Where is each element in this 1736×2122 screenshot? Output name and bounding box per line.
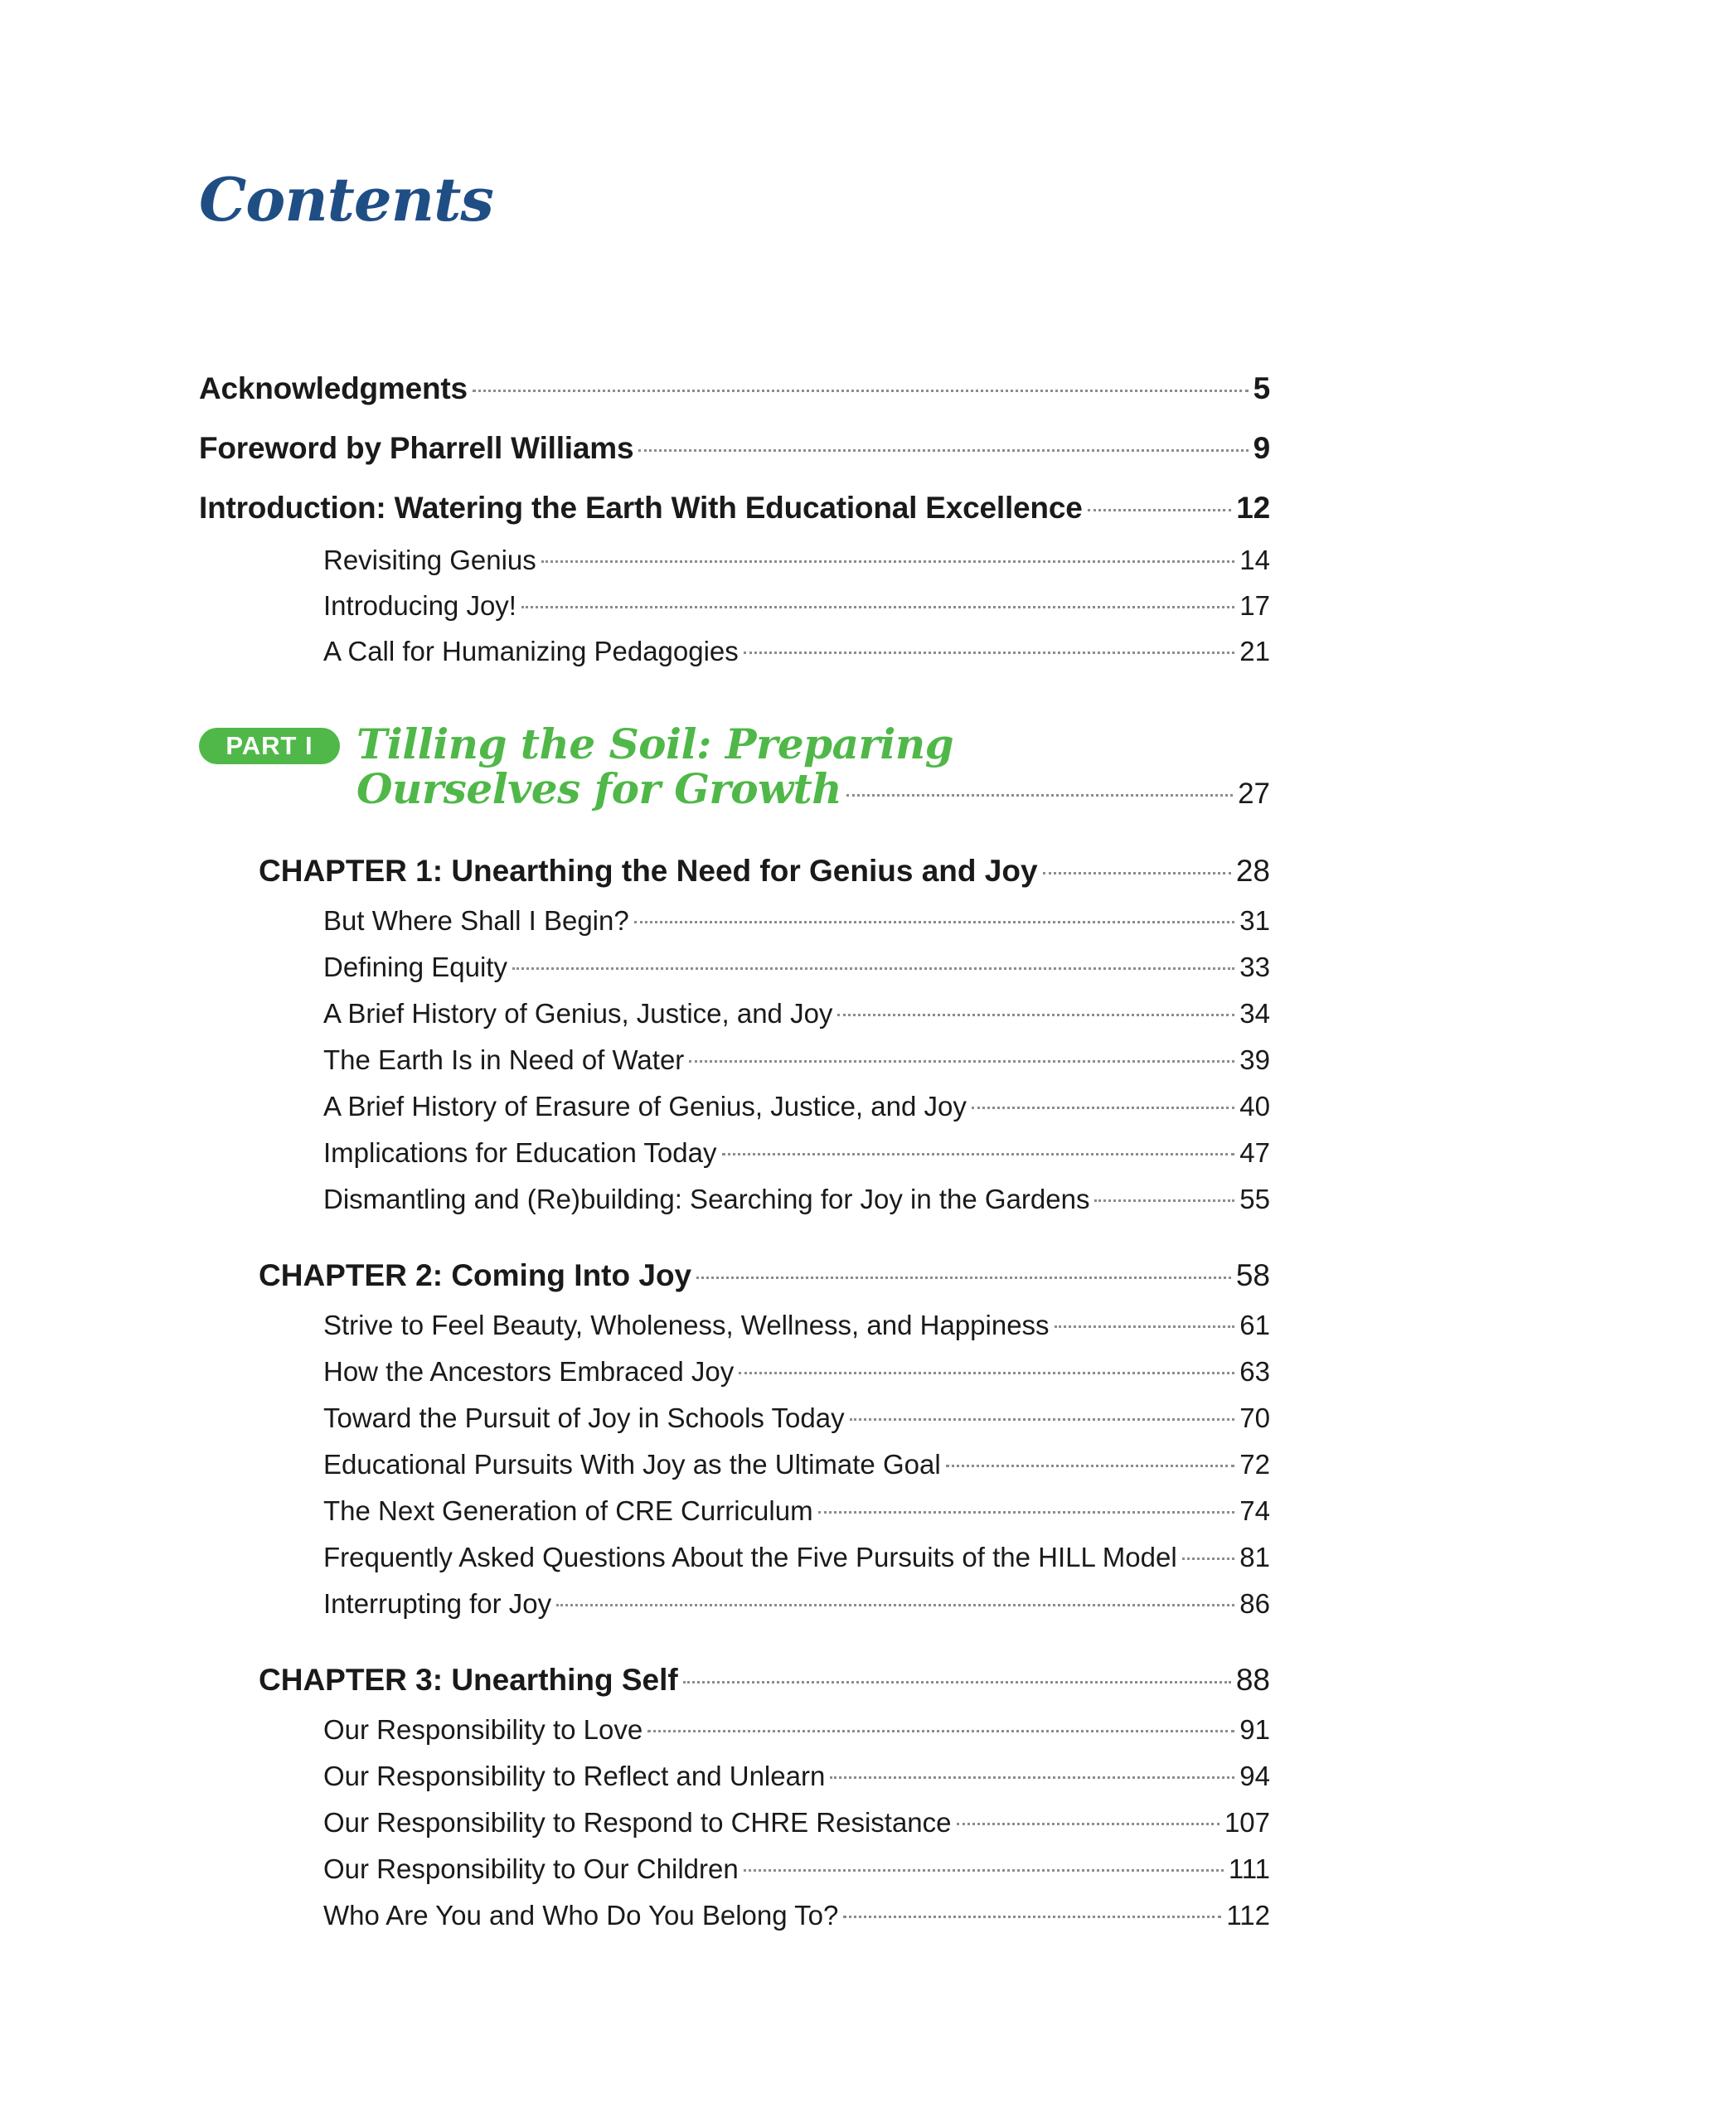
chapter-number: CHAPTER 2:	[259, 1258, 444, 1292]
dot-leader	[1094, 1199, 1234, 1202]
toc-entry-label: Acknowledgments	[199, 371, 468, 405]
toc-section[interactable]	[323, 1044, 1270, 1076]
toc-entry-label	[259, 1663, 678, 1698]
toc-entry-label: The Earth Is in Need of Water	[323, 1044, 685, 1075]
toc-section[interactable]	[323, 590, 1270, 622]
dot-leader	[1182, 1558, 1235, 1560]
toc-entry-label: Foreword by Pharrell Williams	[199, 431, 634, 465]
toc-entry-introduction[interactable]	[199, 491, 1270, 526]
dot-leader	[634, 921, 1235, 923]
toc-page-number: 28	[1235, 854, 1270, 888]
toc-section[interactable]	[323, 545, 1270, 576]
toc-entry-foreword[interactable]	[199, 431, 1270, 466]
part-title-continued: Ourselves for Growth	[356, 764, 842, 813]
toc-page-number: 86	[1239, 1588, 1270, 1619]
toc-entry-label: Our Responsibility to Our Children	[323, 1853, 739, 1884]
toc-page-number: 12	[1236, 491, 1270, 525]
toc-page-number: 94	[1239, 1761, 1270, 1791]
toc-entry-label: Dismantling and (Re)building: Searching for Joy in the Gardens	[323, 1184, 1090, 1214]
toc-page-number: 91	[1239, 1714, 1270, 1745]
toc-entry-label: Our Responsibility to Reflect and Unlearn	[323, 1761, 826, 1791]
toc-entry-label: But Where Shall I Begin?	[323, 905, 629, 936]
toc-page-number: 55	[1239, 1184, 1270, 1214]
toc-entry-label: Our Responsibility to Love	[323, 1714, 643, 1745]
toc-page-number: 27	[1238, 778, 1270, 810]
toc-entry-label: Educational Pursuits With Joy as the Ultimate Goal	[323, 1449, 941, 1480]
toc-entry-label: A Brief History of Erasure of Genius, Justice, and Joy	[323, 1091, 967, 1122]
toc-section[interactable]	[323, 1137, 1270, 1169]
dot-leader	[689, 1060, 1234, 1063]
toc-page-number: 39	[1239, 1044, 1270, 1075]
dot-leader	[850, 1418, 1235, 1421]
toc-entry-label	[259, 854, 1038, 889]
dot-leader	[843, 1916, 1221, 1918]
toc-page-number: 31	[1239, 905, 1270, 936]
chapter-title: Unearthing the Need for Genius and Joy	[451, 854, 1038, 888]
toc-section[interactable]	[323, 1807, 1270, 1839]
toc-entry-label: Interrupting for Joy	[323, 1588, 552, 1619]
toc-page-number: 47	[1239, 1137, 1270, 1168]
toc-page-number: 14	[1239, 545, 1270, 575]
toc-section[interactable]	[323, 1900, 1270, 1931]
toc-page-number: 61	[1239, 1310, 1270, 1340]
toc-entry-label: Toward the Pursuit of Joy in Schools Today	[323, 1403, 845, 1433]
dot-leader	[541, 560, 1235, 563]
toc-chapter-1[interactable]	[259, 854, 1270, 889]
page-title: Contents	[199, 164, 493, 235]
toc-entry-label: Revisiting Genius	[323, 545, 536, 575]
toc-entry-label: Frequently Asked Questions About the Five Pursuits of the HILL Model	[323, 1542, 1177, 1572]
toc-section[interactable]	[323, 1356, 1270, 1388]
dot-leader	[683, 1681, 1231, 1684]
toc-entry-label: Strive to Feel Beauty, Wholeness, Wellness, and Happiness	[323, 1310, 1050, 1340]
toc-page-number: 70	[1239, 1403, 1270, 1433]
toc-page-number: 9	[1253, 431, 1270, 465]
dot-leader	[739, 1372, 1234, 1374]
toc-page-number: 111	[1228, 1853, 1270, 1884]
dot-leader	[512, 967, 1234, 970]
toc-entry-label: How the Ancestors Embraced Joy	[323, 1356, 735, 1387]
part-title[interactable]: Tilling the Soil: Preparing	[356, 719, 954, 768]
toc-chapter-3[interactable]	[259, 1663, 1270, 1698]
toc-section[interactable]	[323, 1714, 1270, 1746]
toc-page-number: 58	[1235, 1258, 1270, 1292]
toc-section[interactable]	[323, 1403, 1270, 1434]
dot-leader	[521, 606, 1234, 608]
toc-section[interactable]	[323, 1588, 1270, 1620]
toc-entry-part-1[interactable]	[356, 764, 1270, 813]
toc-section[interactable]	[323, 1542, 1270, 1573]
chapter-title: Unearthing Self	[451, 1663, 678, 1697]
toc-section[interactable]	[323, 1184, 1270, 1215]
toc-entry-label	[259, 1258, 691, 1293]
toc-entry-acknowledgments[interactable]	[199, 371, 1270, 406]
toc-section[interactable]	[323, 952, 1270, 983]
dot-leader	[556, 1604, 1234, 1606]
dot-leader	[1043, 872, 1231, 874]
dot-leader	[972, 1107, 1234, 1109]
dot-leader	[1088, 509, 1232, 511]
toc-page-number: 81	[1239, 1542, 1270, 1572]
dot-leader	[1055, 1325, 1235, 1328]
toc-entry-label: A Brief History of Genius, Justice, and Joy	[323, 998, 833, 1029]
toc-section[interactable]	[323, 998, 1270, 1030]
toc-section[interactable]	[323, 1449, 1270, 1480]
dot-leader	[473, 390, 1249, 392]
toc-section[interactable]	[323, 1310, 1270, 1341]
toc-page-number: 34	[1239, 998, 1270, 1029]
dot-leader	[647, 1730, 1234, 1732]
toc-page-number: 107	[1224, 1807, 1270, 1838]
toc-page-number: 5	[1253, 371, 1270, 405]
dot-leader	[638, 449, 1248, 452]
dot-leader	[837, 1014, 1234, 1016]
toc-section[interactable]	[323, 905, 1270, 937]
toc-page-number: 112	[1226, 1900, 1270, 1931]
toc-entry-label: Our Responsibility to Respond to CHRE Resistance	[323, 1807, 952, 1838]
toc-chapter-2[interactable]	[259, 1258, 1270, 1293]
dot-leader	[818, 1511, 1235, 1514]
toc-entry-label: Introduction: Watering the Earth With Educational Excellence	[199, 491, 1083, 525]
toc-section[interactable]	[323, 1853, 1270, 1885]
toc-page-number: 63	[1239, 1356, 1270, 1387]
toc-page-number: 72	[1239, 1449, 1270, 1480]
dot-leader	[722, 1153, 1235, 1155]
dot-leader	[946, 1465, 1235, 1467]
toc-entry-label: The Next Generation of CRE Curriculum	[323, 1495, 813, 1526]
toc-page-number: 88	[1235, 1663, 1270, 1697]
toc-entry-label: Introducing Joy!	[323, 590, 516, 621]
toc-section[interactable]	[323, 1761, 1270, 1792]
toc-page-number: 21	[1239, 636, 1270, 666]
toc-page-number: 74	[1239, 1495, 1270, 1526]
toc-section[interactable]	[323, 636, 1270, 667]
toc-entry-label: Defining Equity	[323, 952, 507, 982]
dot-leader	[846, 794, 1233, 797]
dot-leader	[744, 1869, 1224, 1872]
chapter-number: CHAPTER 1:	[259, 854, 444, 888]
toc-entry-label: Who Are You and Who Do You Belong To?	[323, 1900, 839, 1931]
chapter-title: Coming Into Joy	[451, 1258, 692, 1292]
toc-entry-label: Implications for Education Today	[323, 1137, 717, 1168]
dot-leader	[830, 1776, 1234, 1779]
toc-section[interactable]	[323, 1091, 1270, 1122]
toc-page-number: 40	[1239, 1091, 1270, 1122]
chapter-number: CHAPTER 3:	[259, 1663, 444, 1697]
dot-leader	[957, 1823, 1220, 1825]
toc-page-number: 33	[1239, 952, 1270, 982]
dot-leader	[696, 1277, 1231, 1279]
dot-leader	[744, 652, 1234, 654]
toc-section[interactable]	[323, 1495, 1270, 1527]
part-badge: PART I	[199, 728, 340, 764]
toc-entry-label: A Call for Humanizing Pedagogies	[323, 636, 739, 666]
toc-page-number: 17	[1239, 590, 1270, 621]
